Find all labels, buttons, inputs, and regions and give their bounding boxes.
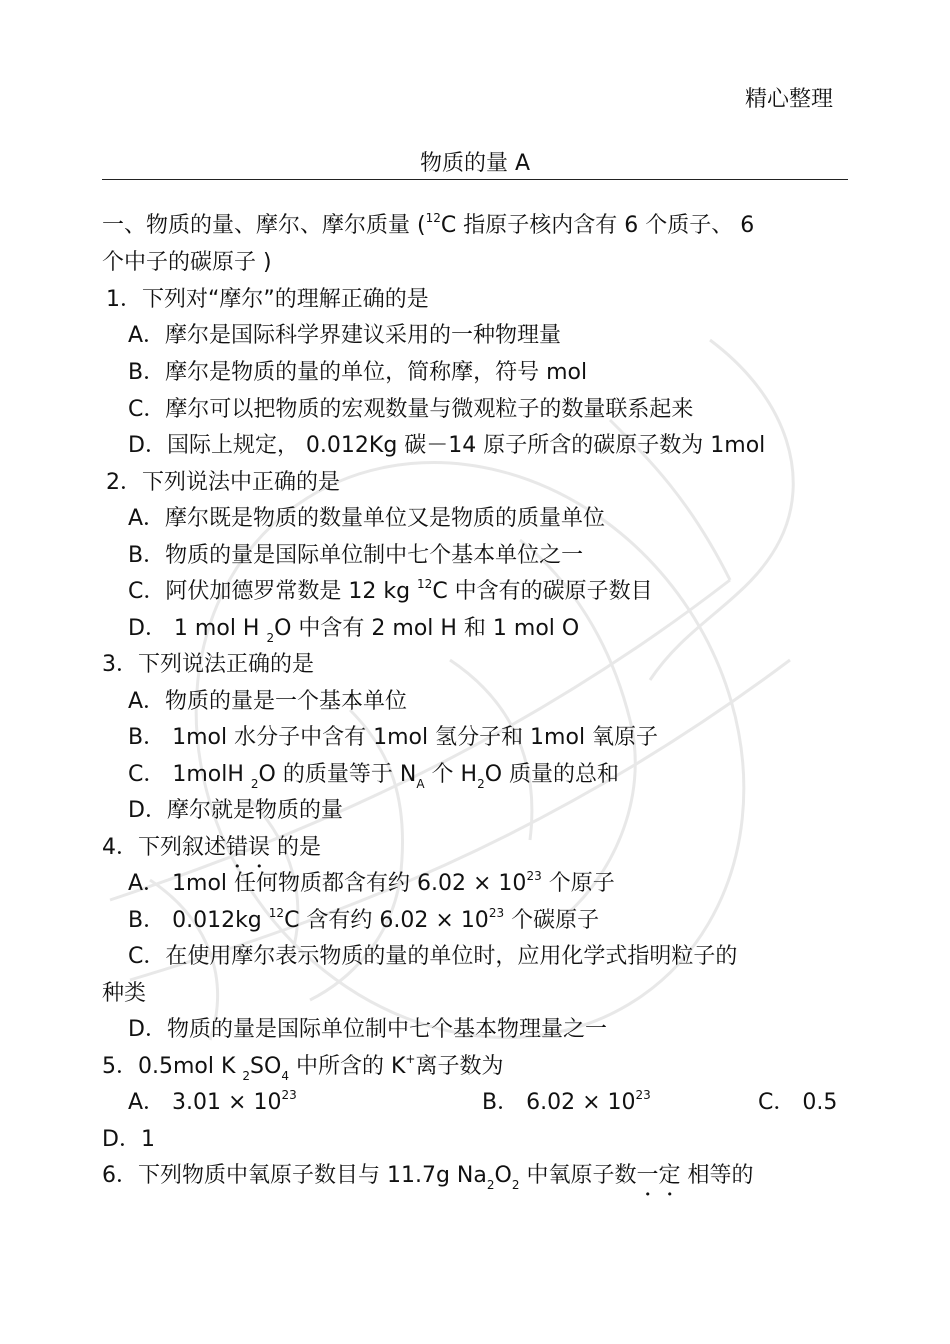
question-6-stem: 6．下列物质中氧原子数目与 11.7g $Na_2O_2$ 中氧原子数一定 相等的 — [102, 1163, 754, 1193]
question-5-option-b: B． $6.02 \times 10^{23}$ — [482, 1087, 651, 1115]
page-title: 物质的量 A — [419, 151, 531, 176]
question-4-option-b: B． 0.012kg $^{12}$C 含有约 $6.02 \times 10^{23}$ 个碳原子 — [128, 905, 600, 933]
question-4-option-c-continued: 种类 — [102, 981, 147, 1006]
emphasis-text: 错误 — [226, 835, 271, 860]
question-3-stem: 3．下列说法正确的是 — [102, 652, 314, 677]
question-4-option-c: C．在使用摩尔表示物质的量的单位时，应用化学式指明粒子的 — [128, 944, 738, 969]
question-1-option-c: C．摩尔可以把物质的宏观数量与微观粒子的数量联系起来 — [128, 397, 694, 422]
question-4-option-a: A． 1mol 任何物质都含有约 $6.02 \times 10^{23}$ 个原子 — [128, 868, 615, 896]
question-5-option-a: A． $3.01 \times 10^{23}$ — [128, 1087, 297, 1115]
question-5-stem: 5．0.5mol K $_2SO_4$ 中所含的 K+离子数为 — [102, 1051, 504, 1084]
question-5-option-c: C． 0.5 — [758, 1090, 838, 1115]
question-3-option-c: C． 1molH $_2$O 的质量等于 $N_A$ 个 $H_2O$ 质量的总和 — [128, 762, 620, 792]
question-1-option-b: B．摩尔是物质的量的单位，简称摩，符号 mol — [128, 360, 588, 385]
question-2-option-a: A．摩尔既是物质的数量单位又是物质的质量单位 — [128, 506, 606, 531]
question-5-option-d: D．1 — [102, 1127, 155, 1152]
title-divider — [102, 179, 848, 180]
section-heading-line2: 个中子的碳原子 ) — [102, 250, 272, 275]
question-3-option-a: A．物质的量是一个基本单位 — [128, 689, 408, 714]
question-1-option-d: D．国际上规定， 0.012Kg 碳－14 原子所含的碳原子数为 1mol — [128, 433, 766, 458]
header-note: 精心整理 — [745, 87, 834, 112]
question-3-option-d: D．摩尔就是物质的量 — [128, 798, 343, 823]
question-2-option-c: C．阿伏加德罗常数是 12 kg $^{12}$C 中含有的碳原子数目 — [128, 576, 653, 604]
question-1-stem: 1．下列对“摩尔”的理解正确的是 — [106, 287, 429, 312]
question-2-option-d: D． 1 mol H $_2$O 中含有 2 mol H 和 1 mol O — [128, 616, 580, 646]
question-4-stem: 4．下列叙述错误 的是 — [102, 835, 322, 860]
question-2-option-b: B．物质的量是国际单位制中七个基本单位之一 — [128, 543, 584, 568]
section-heading-line1: 一、物质的量、摩尔、摩尔质量 ($^{12}$C 指原子核内含有 6 个质子、 6 — [102, 210, 755, 238]
question-2-stem: 2．下列说法中正确的是 — [106, 470, 340, 495]
question-3-option-b: B． 1mol 水分子中含有 1mol 氢分子和 1mol 氧原子 — [128, 725, 659, 750]
question-4-option-d: D．物质的量是国际单位制中七个基本物理量之一 — [128, 1017, 607, 1042]
question-1-option-a: A．摩尔是国际科学界建议采用的一种物理量 — [128, 323, 562, 348]
emphasis-text: 一定 — [636, 1163, 681, 1188]
